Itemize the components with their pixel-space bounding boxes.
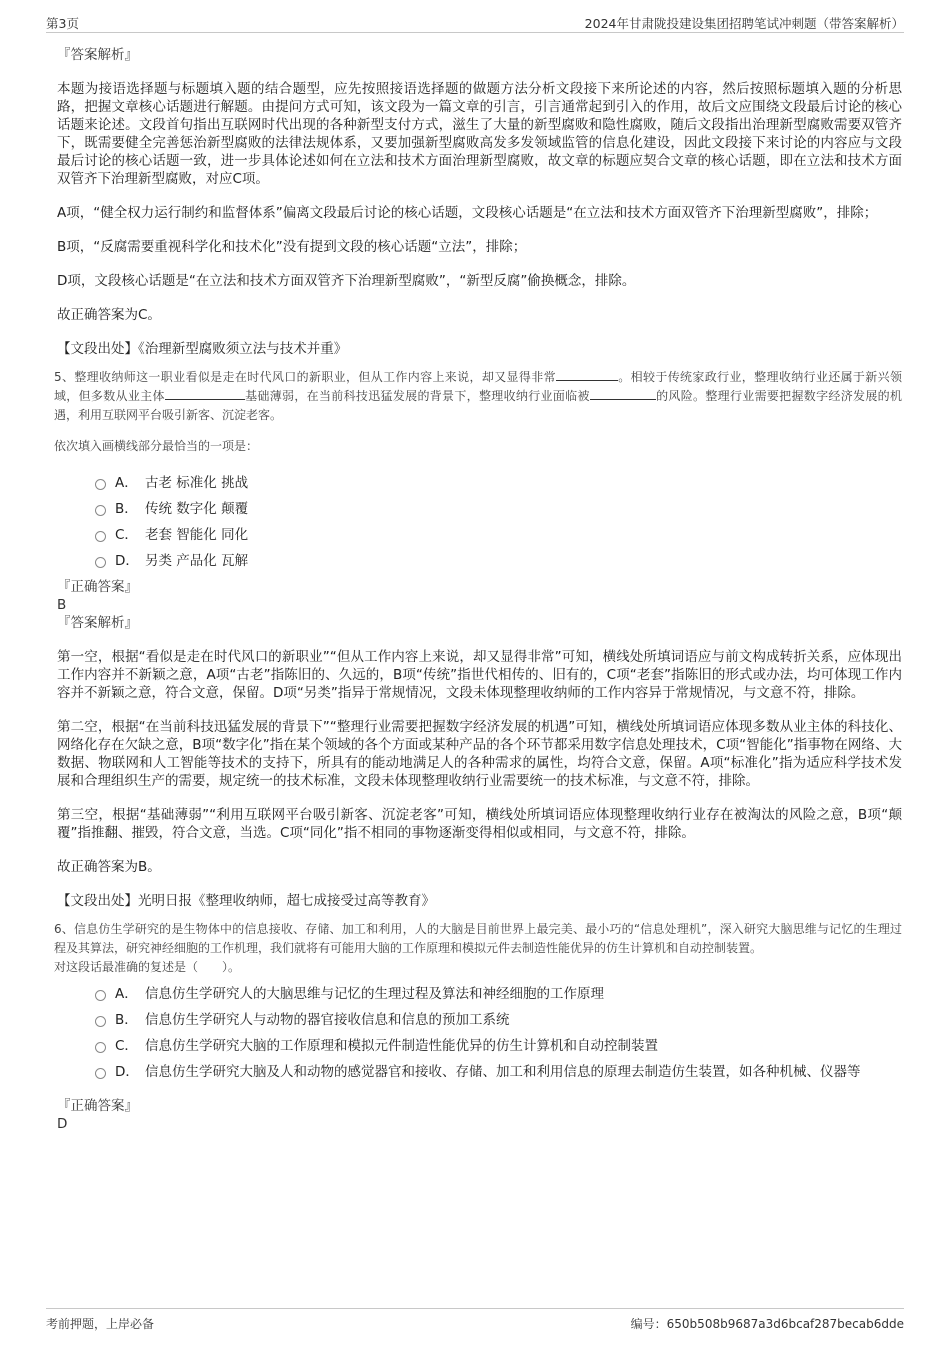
q4-analysis-para-1: 本题为接语选择题与标题填入题的结合题型，应先按照接语选择题的做题方法分析文段接下来所论述的内容，然后按照标题填入题的分析思路，把握文章核心话题进行解题。由提问方式可知，该文段为一篇文章的引言，引言通常起到引入的作用，故后文应围绕文段最后讨论的核心话题来论述。文段首句指出互联网时代出现的各种新型支付方式，滋生了大量的新型腐败和隐性腐败，随后文段指出治理新型腐败需要双管齐下，既需要健全完善惩治新型腐败的法律法规体系，又要加强新型腐败高发多发领域监管的信息化建设，因此文段接下来讨论的内容应与文段最后讨论的核心话题一致，进一步具体论述如何在立法和技术方面治理新型腐败，故文章的标题应契合文章的核心话题，即在立法和技术方面双管齐下治理新型腐败，对应C项。 (57, 81, 902, 187)
q6-answer-label: 『正确答案』 (57, 1098, 138, 1114)
radio-icon[interactable] (95, 990, 106, 1001)
q5-stem-part-4: 的风险。整理行业需要把握数字经济发展的机遇，利用互联网平台吸引新客、沉淀老客。 (54, 389, 902, 422)
q4-source: 【文段出处】《治理新型腐败须立法与技术并重》 (57, 341, 348, 357)
radio-icon[interactable] (95, 1042, 106, 1053)
q6-option-d[interactable]: D． 信息仿生学研究大脑及人和动物的感觉器官和接收、存储、加工和利用信息的原理去制造仿生装置，如各种机械、仪器等 (95, 1063, 902, 1081)
code-label: 编号： (630, 1317, 667, 1331)
q5-answer: B (57, 597, 67, 613)
page-number: 第3页 (46, 16, 79, 31)
q5-options (95, 474, 902, 570)
q4-analysis-label: 『答案解析』 (57, 47, 138, 63)
q4-analysis-para-3: B项，“反腐需要重视科学化和技术化”没有提到文段的核心话题“立法”，排除； (57, 239, 527, 255)
footer-slogan: 考前押题，上岸必备 (46, 1317, 155, 1331)
page-footer (46, 1308, 904, 1333)
q6-option-b[interactable]: B． 信息仿生学研究人与动物的器官接收信息和信息的预加工系统 (95, 1011, 902, 1029)
radio-icon[interactable] (95, 505, 106, 516)
code-value: 650b508b9687a3d6bcaf287becab6dde (666, 1317, 904, 1331)
q6-stem: 6、信息仿生学研究的是生物体中的信息接收、存储、加工和利用，人的大脑是目前世界上最完美、最小巧的“信息处理机”，深入研究大脑思维与记忆的生理过程及其算法，研究神经细胞的工作机理，我们就将有可能用大脑的工作原理和模拟元件去制造性能优异的仿生计算机和自动控制装置。 (54, 922, 902, 955)
q5-option-a[interactable]: A． 古老 标准化 挑战 (95, 474, 902, 492)
q4-analysis-para-4: D项，文段核心话题是“在立法和技术方面双管齐下治理新型腐败”，“新型反腐”偷换概念，排除。 (57, 273, 636, 289)
q5-analysis-para-1: 第一空，根据“看似是走在时代风口的新职业”“但从工作内容上来说，却又显得非常”可知，横线处所填词语应与前文构成转折关系，应体现出工作内容并不新颖之意，A项“古老”指陈旧的、久远的，B项“传统”指世代相传的、旧有的，C项“老套”指陈旧的形式或办法，均可体现工作内容并不新颖之意，符合文意，保留。D项“另类”指异于常规情况，文段未体现整理收纳师的工作内容异于常规情况，与文意不符，排除。 (57, 649, 902, 701)
q4-analysis-para-2: A项，“健全权力运行制约和监督体系”偏离文段最后讨论的核心话题，文段核心话题是“在立法和技术方面双管齐下治理新型腐败”，排除； (57, 205, 878, 221)
q5-answer-label: 『正确答案』 (57, 579, 138, 595)
radio-icon[interactable] (95, 1068, 106, 1079)
blank-line-2 (165, 387, 245, 400)
document-title: 2024年甘肃陇投建设集团招聘笔试冲刺题（带答案解析） (584, 16, 904, 31)
q5-stem-part-2: 。相较于传统家政行业，整理收纳行业还属于新兴领域，但多数从业主体 (54, 370, 902, 403)
q5-option-d[interactable]: D． 另类 产品化 瓦解 (95, 552, 902, 570)
q5-stem-part-3: 基础薄弱，在当前科技迅猛发展的背景下，整理收纳行业面临被 (244, 389, 590, 403)
q5-analysis-label: 『答案解析』 (57, 615, 138, 631)
blank-line-1 (556, 368, 618, 381)
document-code (631, 1315, 904, 1332)
radio-icon[interactable] (95, 1016, 106, 1027)
q5-prompt: 依次填入画横线部分最恰当的一项是： (54, 439, 259, 453)
q5-conclusion: 故正确答案为B。 (57, 859, 161, 875)
q5-stem-part-1: 5、整理收纳师这一职业看似是走在时代风口的新职业，但从工作内容上来说，却又显得非常 (54, 370, 556, 384)
q6-option-c[interactable]: C． 信息仿生学研究大脑的工作原理和模拟元件制造性能优异的仿生计算机和自动控制装置 (95, 1037, 902, 1055)
radio-icon[interactable] (95, 479, 106, 490)
q6-prompt: 对这段话最准确的复述是（ ）。 (54, 960, 241, 974)
radio-icon[interactable] (95, 557, 106, 568)
q5-stem (54, 368, 902, 425)
page-header (46, 14, 904, 33)
q4-conclusion: 故正确答案为C。 (57, 307, 161, 323)
q5-option-c[interactable]: C． 老套 智能化 同化 (95, 526, 902, 544)
blank-line-3 (590, 387, 656, 400)
q5-option-b[interactable]: B． 传统 数字化 颠覆 (95, 500, 902, 518)
q6-answer: D (57, 1116, 68, 1132)
q5-analysis-para-2: 第二空，根据“在当前科技迅猛发展的背景下”“整理行业需要把握数字经济发展的机遇”可知，横线处所填词语应体现多数从业主体的科技化、网络化存在欠缺之意，B项“数字化”指在某个领域的各个方面或某种产品的各个环节都采用数字信息处理技术，C项“智能化”指事物在网络、大数据、物联网和人工智能等技术的支持下，所具有的能动地满足人的各种需求的属性，均符合文意，保留。A项“标准化”指为适应科学技术发展和合理组织生产的需要，规定统一的技术标准，文段未体现整理收纳行业需要统一的技术标准，与文意不符，排除。 (57, 719, 902, 789)
q6-options (95, 985, 902, 1081)
q5-source: 【文段出处】光明日报《整理收纳师，超七成接受过高等教育》 (57, 893, 435, 909)
q5-analysis-para-3: 第三空，根据“基础薄弱”“利用互联网平台吸引新客、沉淀老客”可知，横线处所填词语应体现整理收纳行业存在被淘汰的风险之意，B项“颠覆”指推翻、摧毁，符合文意，当选。C项“同化”指不相同的事物逐渐变得相似或相同，与文意不符，排除。 (57, 807, 902, 841)
document-body (54, 46, 902, 1133)
radio-icon[interactable] (95, 531, 106, 542)
q6-option-a[interactable]: A． 信息仿生学研究人的大脑思维与记忆的生理过程及算法和神经细胞的工作原理 (95, 985, 902, 1003)
